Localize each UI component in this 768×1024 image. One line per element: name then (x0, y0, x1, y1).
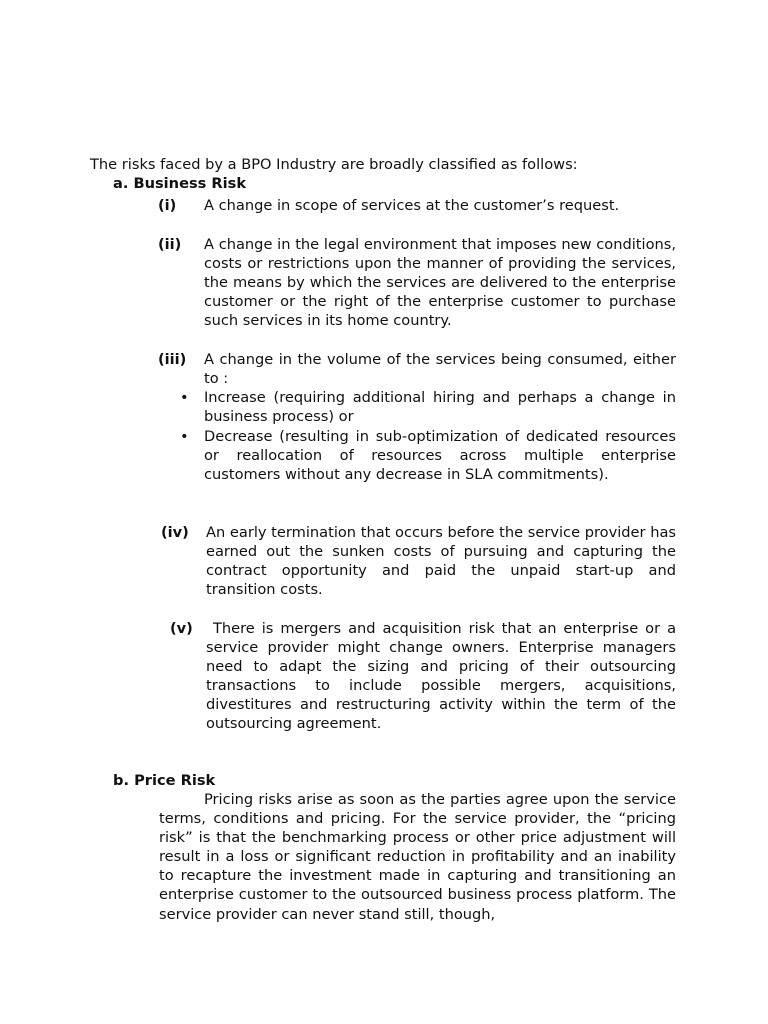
price-risk-heading: b. Price Risk (113, 772, 216, 789)
bullet-symbol: • (180, 428, 189, 445)
item-marker-ii: (ii) (158, 236, 182, 253)
item-text-iii: A change in the volume of the services being consumed, either to : (204, 351, 676, 388)
item-text-v: There is mergers and acquisition risk that an enterprise or a service provider might change owners. Enterprise managers need to adapt the sizing and pricing of their outsourcing transactions to include possible mergers, acquisitions, divestitures and restructuring activity within the term of the outsourcing agreement. (206, 620, 681, 733)
item-marker-i: (i) (158, 197, 177, 214)
bullet-symbol: • (180, 389, 189, 406)
bullet-text-increase: Increase (requiring additional hiring and perhaps a change in business process) or (204, 389, 676, 426)
price-risk-text: Pricing risks arise as soon as the parties agree upon the service terms, conditions and pricing. For the service provider, the “pricing risk” is that the benchmarking process or other price adjustment will result in a loss or significant reduction in profitability and an inability to recapture the investment made in capturing and transitioning an enterprise customer to the outsourced business process platform. The service provider can never stand still, though, (159, 791, 676, 923)
item-marker-iii: (iii) (158, 351, 187, 368)
bullet-text-decrease: Decrease (resulting in sub-optimization of dedicated resources or reallocation of resources across multiple enterprise customers without any decrease in SLA commitments). (204, 428, 676, 484)
item-text-iv: An early termination that occurs before the service provider has earned out the sunken costs of pursuing and capturing the contract opportunity and paid the unpaid start-up and transition costs. (206, 524, 676, 599)
item-marker-v: (v) (170, 620, 193, 637)
intro-text: The risks faced by a BPO Industry are broadly classified as follows: (90, 156, 578, 173)
item-marker-iv: (iv) (161, 524, 189, 541)
item-text-i: A change in scope of services at the customer’s request. (204, 197, 620, 214)
business-risk-heading: a. Business Risk (113, 175, 247, 192)
item-text-ii: A change in the legal environment that imposes new conditions, costs or restrictions upon the manner of providing the services, the means by which the services are delivered to the enterprise customer or the right of the enterprise customer to purchase such services in its home country. (204, 236, 676, 330)
